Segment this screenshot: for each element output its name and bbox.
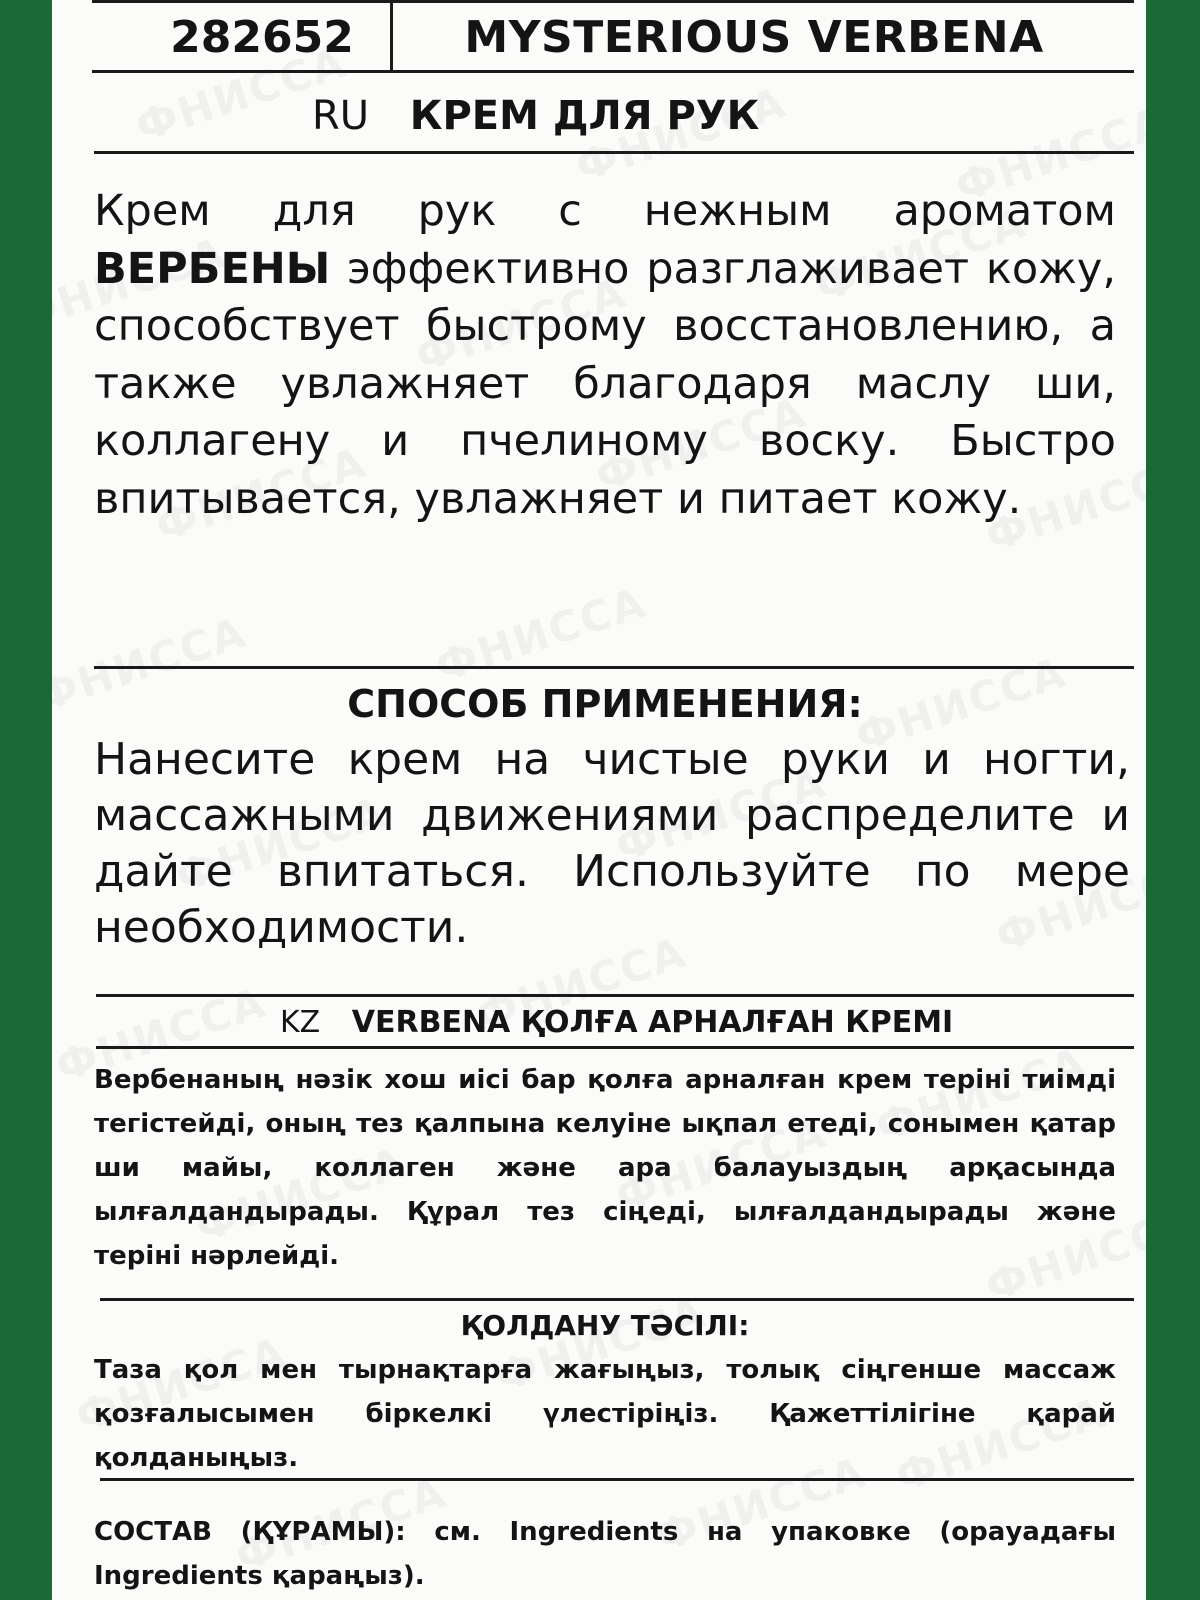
divider-kz-title bbox=[96, 1046, 1134, 1049]
composition-label: СОСТАВ (ҚҰРАМЫ): bbox=[94, 1517, 406, 1547]
header-divider bbox=[390, 0, 393, 70]
kz-product-title: VERBENA ҚОЛҒА АРНАЛҒАН КРЕМІ bbox=[351, 1005, 954, 1040]
ru-title-row bbox=[312, 88, 912, 144]
ru-description-highlight: ВЕРБЕНЫ bbox=[94, 243, 331, 294]
product-name: MYSTERIOUS VERBENA bbox=[464, 12, 1044, 63]
composition-text: СОСТАВ (ҚҰРАМЫ): см. Ingredients на упаковке (орауадағы Ingredients қараңыз). bbox=[94, 1517, 1116, 1591]
divider-header bbox=[92, 70, 1134, 73]
kz-usage-text: Таза қол мен тырнақтарға жағыңыз, толық сіңгенше массаж қозғалысымен біркелкі үлестіріңіз. Қажеттілігіне қарай қолданыңыз. bbox=[94, 1355, 1116, 1473]
kz-usage-heading: ҚОЛДАНУ ТӘСІЛІ: bbox=[460, 1309, 750, 1342]
divider-top bbox=[92, 0, 1134, 3]
kz-description: Вербенаның нәзік хош иісі бар қолға арналған крем теріні тиімді тегістейді, оның тез қалпына келуіне ықпал етеді, сонымен қатар ши майы, коллаген және ара балауыздың арқасында ылғалдандырады. Құрал тез сіңеді, ылғалдандырады және теріні нәрлейді. bbox=[94, 1065, 1116, 1271]
divider-kz-desc bbox=[100, 1298, 1134, 1301]
divider-ru-usage bbox=[96, 994, 1134, 997]
divider-ru-desc bbox=[94, 666, 1134, 669]
ru-description: Крем для рук с нежным ароматом ВЕРБЕНЫ эффективно разглаживает кожу, способствует быстрому восстановлению, а также увлажняет благодаря маслу ши, коллагену и пчелиному воску. Быстро впитывается, увлажняет и питает кожу. bbox=[94, 186, 1116, 524]
ru-usage-text: Нанесите крем на чистые руки и ногти, массажными движениями распределите и дайте впитаться. Используйте по мере необходимости. bbox=[94, 734, 1130, 953]
divider-ru-title bbox=[94, 151, 1134, 154]
lang-code-ru: RU bbox=[312, 93, 370, 139]
kz-title-row bbox=[280, 1001, 1080, 1045]
lang-code-kz: KZ bbox=[280, 1005, 321, 1040]
divider-kz-usage bbox=[100, 1478, 1134, 1481]
ru-product-title: КРЕМ ДЛЯ РУК bbox=[409, 93, 760, 139]
product-code: 282652 bbox=[170, 12, 354, 63]
product-label bbox=[52, 0, 1146, 1600]
ru-usage-heading: СПОСОБ ПРИМЕНЕНИЯ: bbox=[347, 682, 863, 726]
